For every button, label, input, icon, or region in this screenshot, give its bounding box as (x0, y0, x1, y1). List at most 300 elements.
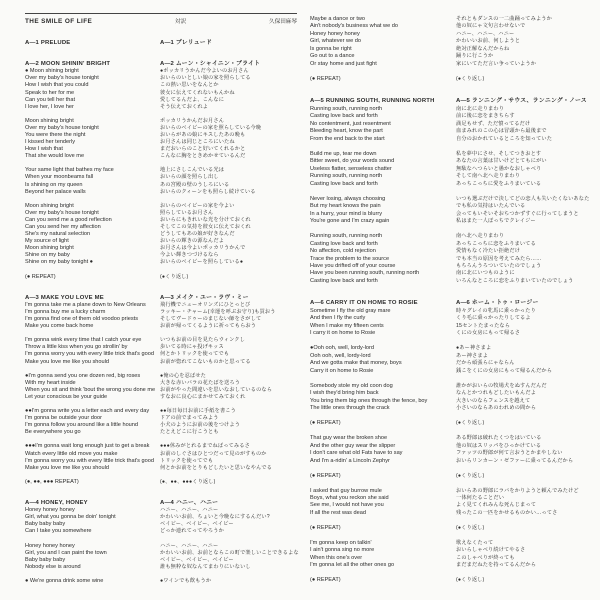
lyric-line: Casting love back and forth (310, 240, 378, 247)
lyric-line: 誰も無粋な奴なんてまわりにいないし (160, 563, 251, 570)
lyric-line: ● We're gonna drink some wine (25, 577, 104, 584)
lyric-line: I'm gonna buy me a lucky charm (25, 308, 106, 315)
lyric-line: ポッカリうかんだお月さん (160, 117, 225, 124)
line-spacer (160, 493, 300, 500)
lyric-line: なんとかつれもどしたいもんだよ (456, 390, 537, 397)
lyric-line: おいらあの野郎にラバをかりようと頼んでみたけど (456, 487, 579, 494)
lyric-line: あの宮殿の壁のうしろにいる (160, 181, 230, 188)
lyric-line: いつもお前の目を見たらウィンクし (160, 337, 245, 344)
album-title: THE SMILE OF LIFE (25, 18, 93, 25)
line-spacer (456, 226, 596, 233)
lyric-line: ある野郎は破れたくつをはいている (456, 435, 542, 442)
lyric-line: Beyond her palace walls (25, 188, 86, 195)
lyric-line: And then I fly the curly (310, 315, 366, 322)
line-spacer (310, 413, 452, 420)
lyric-line: With my heart inside (25, 379, 76, 386)
song-heading: A—1 プレリュード (160, 40, 212, 46)
lyric-line: I'm gonna worry you with every little trick that's good (25, 457, 154, 464)
lyric-line: 南に北に走りまわり (456, 105, 505, 112)
lyric-line: No affection, cold rejection (310, 248, 376, 255)
lyric-line: When your moonbeams fall (25, 174, 94, 181)
lyrics-column-english-left (25, 40, 157, 585)
lyric-line: Can you tell her that (25, 96, 76, 103)
lyric-line: ベイビー、ベイビー、ベイビー (160, 521, 234, 528)
lyric-line: そしてこの気持を彼女に伝えておくれ (160, 224, 251, 231)
lyric-line: 飛行機でニューオリンズにひとっとび (160, 301, 251, 308)
lyric-line: Bleeding heart, know the part (310, 128, 383, 135)
lyric-line: When this one's over (310, 554, 363, 561)
line-spacer (25, 571, 157, 578)
lyric-line: 私を夢中にさせ、そしてつきおとす (456, 150, 542, 157)
lyric-line: I asked that guy burrow mule (310, 487, 382, 494)
song-heading: A—4 ハニー、ハニー (160, 500, 219, 507)
lyric-line: 小さいのならあのわれめの間から (456, 405, 537, 412)
lyric-line: Running south, running north (310, 105, 383, 112)
line-spacer (160, 486, 300, 493)
lyric-line: おいらの顔を照らし出し (160, 174, 219, 181)
line-spacer (310, 532, 452, 539)
line-spacer (310, 83, 452, 90)
lyrics-column-english-right (310, 16, 452, 585)
lyric-line: (●くり返し) (456, 75, 485, 82)
lyric-line: あなたの言葉は甘いけどとてもにがい (456, 158, 547, 165)
line-spacer (25, 472, 157, 479)
song-heading: A—4 HONEY, HONEY (25, 500, 88, 507)
line-spacer (310, 465, 452, 472)
lyric-line: ハニー、ハニー、ハニー (160, 542, 219, 549)
lyric-line: お前が惚れてこないものかと思ってる (160, 358, 251, 365)
lyric-line: Or stay home and just fight (310, 60, 377, 67)
lyric-line: Ain't nobody's business what we do (310, 23, 398, 30)
lyric-line: Be everywhere you go (25, 429, 81, 436)
lyric-line: 血まみれのこの心は冒頭から最後まで (456, 128, 547, 135)
lyric-line: And I'm a-ridin' a Lincoln Zephyr (310, 457, 390, 464)
lyric-line: だから頑張らにゃならん (456, 360, 515, 367)
lyric-line: ●●●I'm gonna wait long enough just to get a break (25, 443, 150, 450)
lyric-line: (●くり返し) (456, 420, 485, 427)
lyric-line: Baby baby baby (25, 521, 66, 528)
line-spacer (456, 480, 596, 487)
lyric-line: (●くり返し) (456, 577, 485, 584)
lyric-line: かわいいお前、ちょいと今晩なにするんだい? (160, 514, 270, 521)
lyric-line: 照らしているお月さん (160, 209, 214, 216)
lyric-line: You're gone and I'm crazy again (310, 218, 390, 225)
lyric-line: Can I take you somewhere (25, 528, 92, 535)
line-spacer (160, 571, 300, 578)
lyric-line: If all the rest was dead (310, 509, 366, 516)
lyric-line: それともダンスの一二曲踊ってみようか (456, 16, 552, 22)
lyric-line: Shine on my baby (25, 252, 70, 259)
lyric-line: そしてヴードゥーのまじない師をさがして (160, 316, 262, 323)
song-heading: A—1 PRELUDE (25, 40, 71, 46)
lyric-line: Over my baby's house tonight (25, 124, 99, 131)
lyric-line: Trace the problem to the source (310, 255, 390, 262)
lyric-line: No contentment, just resentment (310, 120, 391, 127)
lyric-line: See me, I would not have you (310, 502, 384, 509)
lyric-line: Sometime I fly the old gray mare (310, 307, 391, 314)
line-spacer (310, 285, 452, 292)
lyric-line: That guy wear the broken shoe (310, 435, 388, 442)
lyric-line: And we gotta make that money, boys (310, 360, 402, 367)
lyric-line: まだまだねたを持ってるんだから (456, 562, 537, 569)
line-spacer (310, 68, 452, 75)
lyrics-column-japanese-right (456, 16, 596, 585)
lyric-line: I wish they'd bring him back (310, 390, 379, 397)
line-spacer (25, 47, 157, 54)
lyric-line: Have you drifted off of your course (310, 262, 396, 269)
line-spacer (456, 428, 596, 435)
lyric-line: くり毛に乗っかったりしてるよ (456, 315, 531, 322)
lyric-line: (● REPEAT) (310, 524, 341, 531)
lyric-line: この熱い思いをなんとか (160, 82, 219, 89)
lyric-line: Bitter sweet, do your words sound (310, 158, 395, 165)
line-spacer (310, 226, 452, 233)
lyric-line: Never losing, always choosing (310, 195, 386, 202)
lyric-line: Honey honey honey (25, 542, 75, 549)
line-spacer (310, 91, 452, 98)
lyric-line: Watch every little old move you make (25, 450, 118, 457)
lyric-line: 愛してるんだよ、こんなに (160, 96, 225, 103)
line-spacer (310, 188, 452, 195)
lyric-line: ●ポッカリうかんだ今よいのお月さん (160, 68, 249, 75)
translator-credit: 久保田麻琴 (269, 19, 297, 25)
lyric-line: 私はまた一人ぼっちでクレイジー (456, 218, 536, 225)
lyric-line: 残ったこの一匹をかせるものかい…ってさ (456, 509, 558, 516)
lyric-line: お月さんは同じところにいたね (160, 139, 235, 146)
lyric-line: Can you send me a good reflection (25, 216, 112, 223)
lyric-line: 満足もせず、ただ憤ってるだけ (456, 120, 531, 127)
line-spacer (25, 267, 157, 274)
lyric-line: (● REPEAT) (310, 577, 341, 584)
lyric-line: おいらがあの娘にキスしたあの晩も (160, 132, 246, 139)
lyric-line: Somebody stole my old coon dog (310, 382, 393, 389)
line-spacer (160, 472, 300, 479)
lyric-line: From the end back to the start (310, 135, 385, 142)
lyric-line: Moon shining bright (25, 245, 74, 252)
lyric-line: Nobody else is around (25, 563, 81, 570)
translation-label: 対訳 (174, 19, 187, 25)
line-spacer (25, 401, 157, 408)
lyric-line: まだおいらのこと好いてくれるかと (160, 146, 246, 153)
lyric-line: 他の奴はスリッパをひっかけている (456, 442, 542, 449)
lyric-line: ベイビー、ベイビー、ベイビー (160, 556, 234, 563)
line-spacer (25, 111, 157, 118)
line-spacer (456, 143, 596, 150)
lyric-line: Make you love me like you should (25, 464, 109, 471)
lyric-line: ●●I'm gonna write you a letter each and every day (25, 408, 150, 415)
line-spacer (310, 428, 452, 435)
lyric-line: 歩いてる時にゃ投げキッス (160, 344, 224, 351)
lyric-line: You were there the night (25, 132, 86, 139)
line-spacer (310, 338, 452, 345)
lyric-line: Is shining on my queen (25, 181, 83, 188)
lyric-line: But my heart knows the pain (310, 203, 381, 210)
page-header (25, 13, 297, 25)
lyric-line: 小犬のようにお前の後をつけよう (160, 422, 241, 429)
lyric-line: Maybe a dance or two (310, 16, 366, 22)
song-heading: A—5 RUNNING SOUTH, RUNNING NORTH (310, 98, 435, 105)
lyric-line: 何とかお前をとりもどしたいと思いなやんでる (160, 464, 273, 471)
line-spacer (25, 436, 157, 443)
lyric-line: I love her, I love her (25, 103, 74, 110)
lyric-line: Over my baby's house tonight (25, 75, 99, 82)
lyric-line: おいらの輝きの源なんだよ (160, 238, 225, 245)
lyric-line: 地上にさしこんでいる光は (160, 167, 225, 174)
lyric-line: I'm gonna be outside your door (25, 415, 102, 422)
line-spacer (25, 535, 157, 542)
lyric-line: あっちこっちに愛をふりまいている (456, 180, 542, 187)
line-spacer (456, 375, 596, 382)
lyric-line: こんなに胸をときめかせているんだ (160, 153, 246, 160)
lyric-line: かわいいお前、お前とならこの町で楽しいことできるよな (160, 549, 299, 556)
lyric-line: (●くり返し) (160, 273, 189, 280)
lyric-line: 銭こをくにの女房にもって帰るんだから (456, 367, 553, 374)
lyric-line: あっちこっちに恋をふりまいてる (456, 240, 536, 247)
lyric-line: 大きな赤いバラの花たばを送ろう (160, 379, 241, 386)
lyric-line: Make you love me like you should (25, 358, 109, 365)
lyric-line: (● REPEAT) (310, 75, 341, 82)
lyric-line: Girl, you and I can paint the town (25, 549, 107, 556)
lyric-line: Girl, whatever we do (310, 38, 361, 45)
lyric-line: That she would love me (25, 153, 85, 160)
lyric-line: くにの女房にもって帰るさ (456, 330, 521, 337)
lyric-line: I kissed her tenderly (25, 139, 76, 146)
lyric-line: お前が帰ってくるように祈ってもらおう (160, 323, 257, 330)
lyric-line: 絶対正解なんだからね (456, 45, 510, 52)
song-heading: A—6 ホーム・トゥ・ロージー (456, 300, 539, 307)
lyric-line: ハニー、ハニー、ハニー (456, 30, 515, 37)
lyric-line: (●、●●、●●●くり返し) (160, 478, 216, 485)
lyric-line: Can you send her my affection (25, 224, 101, 231)
line-spacer (310, 293, 452, 300)
song-heading: A—3 MAKE YOU LOVE ME (25, 294, 104, 301)
lyric-line: Speak to her for me (25, 89, 75, 96)
lyric-line: たとえどこに行こうとも (160, 429, 219, 436)
line-spacer (456, 83, 596, 90)
lyric-line: The little ones through the crack (310, 405, 390, 412)
lyric-line: I'm gonna take me a plane down to New Orleans (25, 301, 146, 308)
line-spacer (456, 465, 596, 472)
lyric-line: かわいいお前、何しようと (456, 38, 521, 45)
line-spacer (456, 532, 596, 539)
line-spacer (25, 196, 157, 203)
lyric-line: ファッツの野郎が何て言おうとかまやしない (456, 450, 563, 457)
lyric-line: ● Moon shining bright (25, 68, 79, 75)
lyric-line: ●俺の心を忍ばせた (160, 372, 206, 379)
lyric-line: I'm gonna let all the other ones go (310, 562, 395, 569)
lyric-line: I'm gonna wink every time that I catch your eye (25, 337, 142, 344)
song-heading: A—3 メイク・ユー・ラヴ・ミー (160, 294, 249, 301)
lyric-line: 時々グレイの牝馬に乗っかったり (456, 307, 536, 314)
lyric-line: Your same light that bathes my face (25, 167, 114, 174)
lyric-line: ●あー神さまよ (456, 345, 492, 352)
lyric-line: おいらのベイビーを照らしている● (160, 259, 244, 266)
lyric-line: おいらリンカーン・ゼファーに乗ってるんだから (456, 457, 574, 464)
lyric-line: でも本当の原因を考えてみたら…… (456, 255, 542, 262)
lyric-line: いろんなところに恋をふりまいていたのでしょう (456, 277, 574, 284)
lyric-line: Is gonna be right (310, 45, 352, 52)
line-spacer (160, 196, 300, 203)
lyric-line: Go out to a dance (310, 53, 355, 60)
lyric-line: Throw a little kiss when you go strollin' by (25, 344, 128, 351)
lyric-line: ハニー、ハニー、ハニー (160, 507, 219, 514)
lyric-line: おいらにもきれいな光を分けておくれ (160, 216, 251, 223)
lyric-line: 会ってもいそいそおちつかずすぐに行ってしまうと (456, 210, 579, 217)
lyric-line: I'm gonna follow you around like a little hound (25, 422, 139, 429)
lyric-line: 無駄なへつらいと愚かなおしゃべり (456, 165, 542, 172)
lyric-line: Casting love back and forth (310, 277, 378, 284)
line-spacer (456, 285, 596, 292)
line-spacer (310, 570, 452, 577)
lyric-line: (●くり返し) (456, 524, 485, 531)
song-heading: A—2 MOON SHININ' BRIGHT (25, 61, 111, 68)
lyric-line: 歌えなくたって (456, 539, 494, 546)
lyric-line: ドアの前でまってみよう (160, 415, 219, 422)
lyric-line: How I wish that (25, 146, 63, 153)
line-spacer (456, 68, 596, 75)
lyric-line: I ain't gonna sing no more (310, 547, 375, 554)
line-spacer (25, 54, 157, 61)
lyric-line: 何とかトリックを使ってでも (160, 351, 230, 358)
line-spacer (25, 281, 157, 288)
lyric-line: お前がやった間違いを思いなおしているのなら (160, 386, 273, 393)
line-spacer (310, 375, 452, 382)
lyric-line: Moon shining bright (25, 117, 74, 124)
line-spacer (456, 188, 596, 195)
lyric-line: Honey honey honey (25, 507, 75, 514)
lyric-line: おいらのベイビーの家を今よい (160, 202, 235, 209)
lyric-line: Running south, running north (310, 173, 383, 180)
lyric-line: Baby baby baby (25, 556, 66, 563)
lyric-line: Over my baby's house tonight (25, 209, 99, 216)
lyric-line: 踊りに行こうか (456, 53, 494, 60)
lyric-line: (● REPEAT) (25, 273, 56, 280)
lyric-line: You bring them big ones through the fence, boy (310, 397, 428, 404)
lyric-line: Let your conscious be your guide (25, 393, 108, 400)
lyric-line: よく見てくれみんな死んじまって (456, 502, 537, 509)
lyric-line: 大きいのならフェンスを越えて (456, 397, 531, 404)
lyric-line: おいらのいとしい娘の家を照らしてる (160, 75, 251, 82)
line-spacer (310, 143, 452, 150)
lyric-line: I'm gonna find one of them old voodoo priests (25, 316, 139, 323)
lyric-line: お前のしぐさはひとつだって見のがすものか (160, 450, 267, 457)
line-spacer (160, 111, 300, 118)
lyric-line: Make you come back home (25, 323, 94, 330)
lyric-line: すなおに良心にまかせてみておくれ (160, 393, 246, 400)
lyric-line: Moon shining bright (25, 202, 74, 209)
line-spacer (160, 366, 300, 373)
lyric-line: いつも選ぶだけで決してどの恋人も失いたくないあなた (456, 195, 590, 202)
lyric-line: Honey honey honey (310, 30, 360, 37)
line-spacer (25, 160, 157, 167)
song-heading: A—2 ムーン・シャイニン・ブライト (160, 61, 261, 68)
lyric-line: I don't care what old Fats have to say (310, 450, 403, 457)
lyric-line: 彼女に伝えてくれないもんかね (160, 89, 235, 96)
lyric-line: どっか連れてってやろうか (160, 528, 224, 535)
line-spacer (160, 288, 300, 295)
lyric-line: ●●毎日毎日お前に手紙を書こう (160, 408, 236, 415)
lyric-line: I carry it on home to Rosie (310, 330, 376, 337)
lyric-line: Casting love back and forth (310, 113, 378, 120)
line-spacer (160, 281, 300, 288)
lyric-line: (● REPEAT) (310, 472, 341, 479)
lyric-line: Running south, running north (310, 233, 383, 240)
line-spacer (160, 535, 300, 542)
lyric-line: 他の奴にゃ文句言わせないで (456, 23, 526, 30)
lyric-line: 家にいてただ言い争っていようか (456, 60, 537, 67)
lyric-line: 前に後に恋をまきちらす (456, 113, 515, 120)
lyric-line: (● REPEAT) (310, 420, 341, 427)
song-heading: A—6 CARRY IT ON HOME TO ROSIE (310, 300, 418, 307)
lyric-line: 誰かがおいらの牧場犬をぬすんだんだ (456, 382, 547, 389)
lyric-line: ●ワインでも飲もうか (160, 577, 212, 584)
lyric-line: (●, ●●, ●●● REPEAT) (25, 478, 79, 485)
lyric-line: Boys, what you reckon she said (310, 495, 389, 501)
lyric-line: おいらしゃべり続けてやるさ (456, 547, 526, 554)
line-spacer (456, 517, 596, 524)
lyric-line: どうしてもあの娘が好きなんだ (160, 231, 235, 238)
lyric-line: She's my natural selection (25, 231, 91, 238)
lyric-line: おいらのベイビーの家を照らしている今晩 (160, 124, 262, 131)
lyric-line: (●くり返し) (456, 472, 485, 479)
lyric-line: I'm gonna worry you with every little trick that's good (25, 351, 154, 358)
lyric-line: When I make my fifteen cents (310, 322, 384, 329)
lyric-line: ●I'm gonna send you one dozen red, big roses (25, 372, 141, 379)
lyric-line: Carry it on home to Rosie (310, 367, 374, 374)
lyric-line: もちろんうろついていたのでしょう (456, 262, 542, 269)
lyric-line: お月さんは今よいポッカリうかんで (160, 245, 246, 252)
lyric-line: 愛情もなく冷たい拒絶だけ (456, 248, 521, 255)
lyric-line: Girl, what you gonna be doin' tonight (25, 514, 116, 521)
lyric-line: 自分のおかれているところを知っていた (456, 135, 553, 142)
lyric-line: おいらのクィーンをも照らし続けている (160, 188, 256, 195)
line-spacer (25, 486, 157, 493)
lyric-line: In a hurry, your mind is blurry (310, 210, 383, 217)
lyric-line: Useless flatter, senseless chatter (310, 165, 392, 172)
lyric-line: And the other guy wear the slipper (310, 442, 396, 449)
lyric-line: How I wish that you could (25, 82, 89, 89)
lyric-line: Build me up, tear me down (310, 150, 377, 157)
lyric-line: ラッキー・チャーム(幸運を呼ぶお守り)も買おう (160, 308, 276, 315)
line-spacer (25, 288, 157, 295)
line-spacer (160, 47, 300, 54)
lyric-line: My source of light (25, 238, 69, 245)
line-spacer (25, 330, 157, 337)
lyric-line: そう伝えておくれよ (160, 103, 209, 110)
lyric-line: Casting love back and forth (310, 180, 378, 187)
line-spacer (25, 366, 157, 373)
lyric-line: I'm gonna keep on talkin' (310, 539, 372, 546)
lyric-line: Shine on my baby tonight ● (25, 259, 94, 266)
lyric-line: 今よい輝きつづけるなら (160, 252, 219, 259)
lyric-line: 南へ北へ走りまわり (456, 233, 505, 240)
line-spacer (160, 401, 300, 408)
lyric-line: Have you been running south, running north (310, 270, 420, 277)
lyric-line: そして南へ北へ走りまわり (456, 173, 521, 180)
lyric-line: でも私の気持はいたんでいる (456, 203, 526, 210)
lyrics-column-japanese-left (160, 40, 300, 585)
lyric-line: このしゃべりが終っても (456, 554, 515, 561)
song-heading: A—5 ランニング・サウス、ランニング・ノース (456, 98, 587, 105)
lyric-line: あー神さまよ (456, 352, 489, 359)
lyric-line: ●Ooh ooh, well, lordy-lord (310, 345, 375, 352)
lyric-line: 一体何たることだい (456, 495, 505, 501)
lyric-line: When you sit and think 'bout the wrong you done me (25, 386, 156, 393)
lyric-line: トリックを使ってでも (160, 457, 214, 464)
lyric-line: 南に北にいつものように (456, 270, 515, 277)
line-spacer (310, 517, 452, 524)
line-spacer (160, 267, 300, 274)
